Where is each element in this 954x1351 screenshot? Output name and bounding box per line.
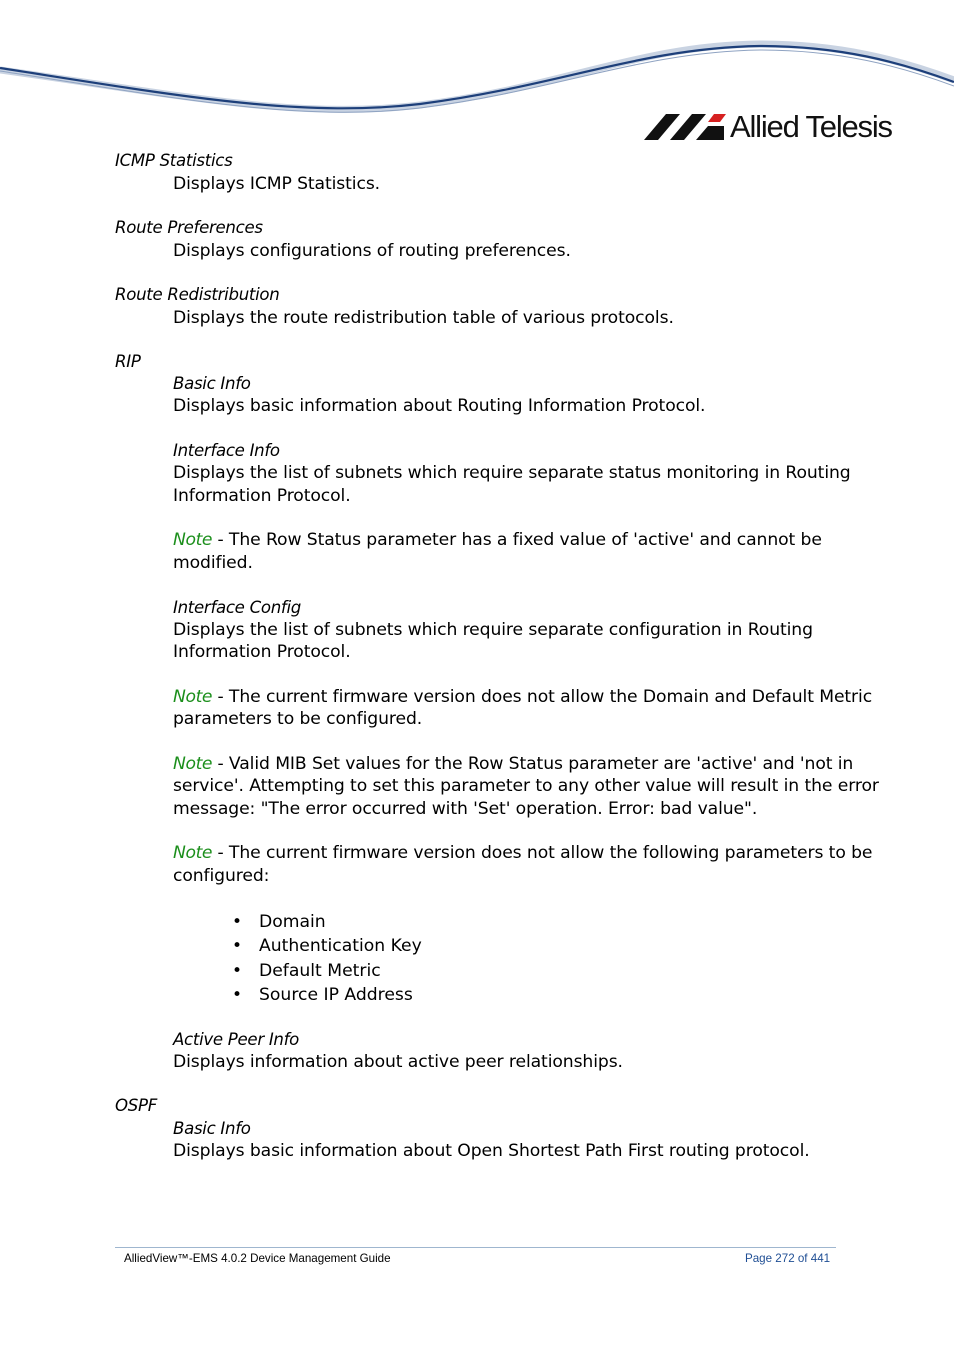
note-mib-set-values [173,753,853,775]
heading-rip-interface-config: Interface Config [173,598,302,617]
text-ospf-basic-info: Displays basic information about Open Shortest Path First routing protocol. [173,1141,810,1161]
text-rip-basic-info: Displays basic information about Routing Information Protocol. [173,396,706,416]
text-rip-interface-info-2: Information Protocol. [173,486,351,506]
text-route-redistribution: Displays the route redistribution table of various protocols. [173,308,674,328]
note-text: - The current firmware version does not allow the following parameters to be [212,843,873,863]
heading-rip-active-peer-info: Active Peer Info [173,1030,300,1049]
note-label: Note [173,754,213,774]
heading-icmp-statistics: ICMP Statistics [115,151,233,170]
text-rip-active-peer-info: Displays information about active peer relationships. [173,1052,623,1072]
list-item: Default Metric [259,961,381,981]
note-label: Note [173,530,213,550]
footer-divider [115,1247,836,1248]
note-domain-metric-2: parameters to be configured. [173,709,423,729]
note-text: - The current firmware version does not allow the Domain and Default Metric [212,687,873,707]
list-item: Domain [259,912,326,932]
note-unconfigurable-params-2: configured: [173,866,270,886]
note-row-status-fixed [173,529,822,551]
allied-telesis-logo [644,110,892,144]
list-item: Authentication Key [259,936,422,956]
note-mib-set-values-3: message: "The error occurred with 'Set' operation. Error: bad value". [173,799,758,819]
note-text: - Valid MIB Set values for the Row Status parameter are 'active' and 'not in [212,754,854,774]
note-text: - The Row Status parameter has a fixed value of 'active' and cannot be [212,530,822,550]
heading-rip-basic-info: Basic Info [173,374,251,393]
footer-document-title: AlliedView™-EMS 4.0.2 Device Management Guide [124,1252,391,1265]
text-icmp-statistics: Displays ICMP Statistics. [173,174,381,194]
note-label: Note [173,687,213,707]
heading-rip-interface-info: Interface Info [173,441,280,460]
note-unconfigurable-params [173,842,872,864]
text-rip-interface-config-1: Displays the list of subnets which require separate configuration in Routing [173,620,813,640]
note-label: Note [173,843,213,863]
note-domain-metric [173,686,872,708]
heading-route-preferences: Route Preferences [115,218,263,237]
heading-ospf: OSPF [115,1096,157,1115]
note-row-status-fixed-2: modified. [173,553,253,573]
footer-page-number: Page 272 of 441 [745,1252,831,1265]
text-rip-interface-info-1: Displays the list of subnets which require separate status monitoring in Routing [173,463,851,483]
bullet-icon: • [232,936,243,956]
text-rip-interface-config-2: Information Protocol. [173,642,351,662]
bullet-icon: • [232,985,243,1005]
list-item: Source IP Address [259,985,413,1005]
text-route-preferences: Displays configurations of routing preferences. [173,241,571,261]
brand-name: Allied Telesis [730,109,892,144]
heading-route-redistribution: Route Redistribution [115,285,280,304]
bullet-icon: • [232,961,243,981]
bullet-icon: • [232,912,243,932]
heading-ospf-basic-info: Basic Info [173,1119,251,1138]
note-mib-set-values-2: service'. Attempting to set this parameter to any other value will result in the error [173,776,879,796]
heading-rip: RIP [115,352,141,371]
allied-telesis-mark-icon [644,112,726,142]
